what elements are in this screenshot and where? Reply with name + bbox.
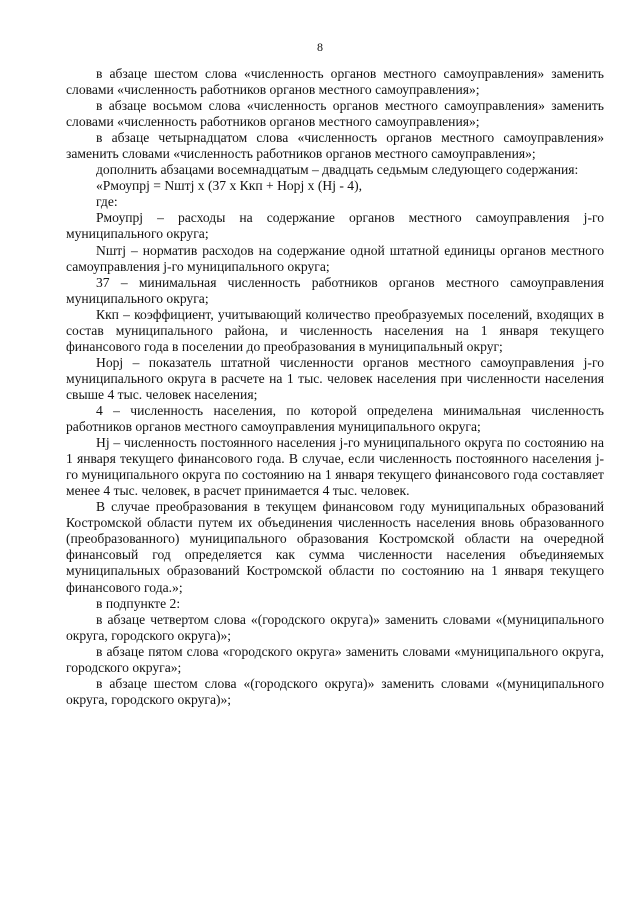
paragraph-amend-para-4: в абзаце четвертом слова «(городского округа)» заменить словами «(муниципального округа, городского округа)»; (66, 611, 604, 643)
definition-nj: Нj – численность постоянного населения j-го муниципального округа по состоянию на 1 января текущего финансового года. В случае, если численность постоянного населения j-го муниципального округа по состоянию на 1 января текущего финансового года составляет менее 4 тыс. человек, в расчет принимается 4 тыс. человек. (66, 435, 604, 499)
definition-4: 4 – численность населения, по которой определена минимальная численность работников органов местного самоуправления муниципального округа; (66, 402, 604, 435)
formula: «Рмоупрj = Nштj x (37 x Ккп + Норj x (Нj - 4), (96, 178, 363, 194)
definition-norj: Норj – показатель штатной численности органов местного самоуправления j-го муниципального округа в расчете на 1 тыс. человек населения при численности населения свыше 4 тыс. человек населения; (66, 354, 604, 402)
paragraph-amend-para-8: в абзаце восьмом слова «численность органов местного самоуправления» заменить словами «численность работников органов местного самоуправления»; (66, 98, 604, 130)
definition-kkp: Ккп – коэффициент, учитывающий количество преобразуемых поселений, входящих в состав муниципального района, и численность населения на 1 января текущего финансового года в поселении до преобразования в муниципальный округ; (66, 306, 604, 354)
paragraph-transformation-case: В случае преобразования в текущем финансовом году муниципальных образований Костромской области путем их объединения численность населения вновь образованного (преобразованного) муниципального образования Костромской области на очередной финансовый год определяется как сумма численности населения объединяемых муниципальных образований Костромской области по состоянию на 1 января текущего финансового года.»; (66, 499, 604, 595)
paragraph-amend-para-6: в абзаце шестом слова «численность органов местного самоуправления» заменить словами «численность работников органов местного самоуправления»; (66, 66, 604, 98)
definition-37: 37 – минимальная численность работников органов местного самоуправления муниципального округа; (66, 274, 604, 306)
paragraph-amend-para-5: в абзаце пятом слова «городского округа» заменить словами «муниципального округа, городского округа»; (66, 643, 604, 675)
paragraph-amend-para-6-sub2: в абзаце шестом слова «(городского округа)» заменить словами «(муниципального округа, городского округа)»; (66, 675, 604, 707)
definition-nshtj: Nштj – норматив расходов на содержание одной штатной единицы органов местного самоуправления j-го муниципального округа; (66, 242, 604, 274)
paragraph-add-paragraphs: дополнить абзацами восемнадцатым – двадцать седьмым следующего содержания: (96, 162, 579, 178)
page-number: 8 (317, 40, 323, 54)
definition-rmouprj: Рмоупрj – расходы на содержание органов местного самоуправления j-го муниципального округа; (66, 210, 604, 242)
formula-where: где: (96, 194, 118, 210)
paragraph-amend-para-14: в абзаце четырнадцатом слова «численность органов местного самоуправления» заменить словами «численность работников органов местного самоуправления»; (66, 130, 604, 162)
paragraph-subparagraph-2: в подпункте 2: (96, 595, 181, 611)
document-body (66, 66, 604, 708)
